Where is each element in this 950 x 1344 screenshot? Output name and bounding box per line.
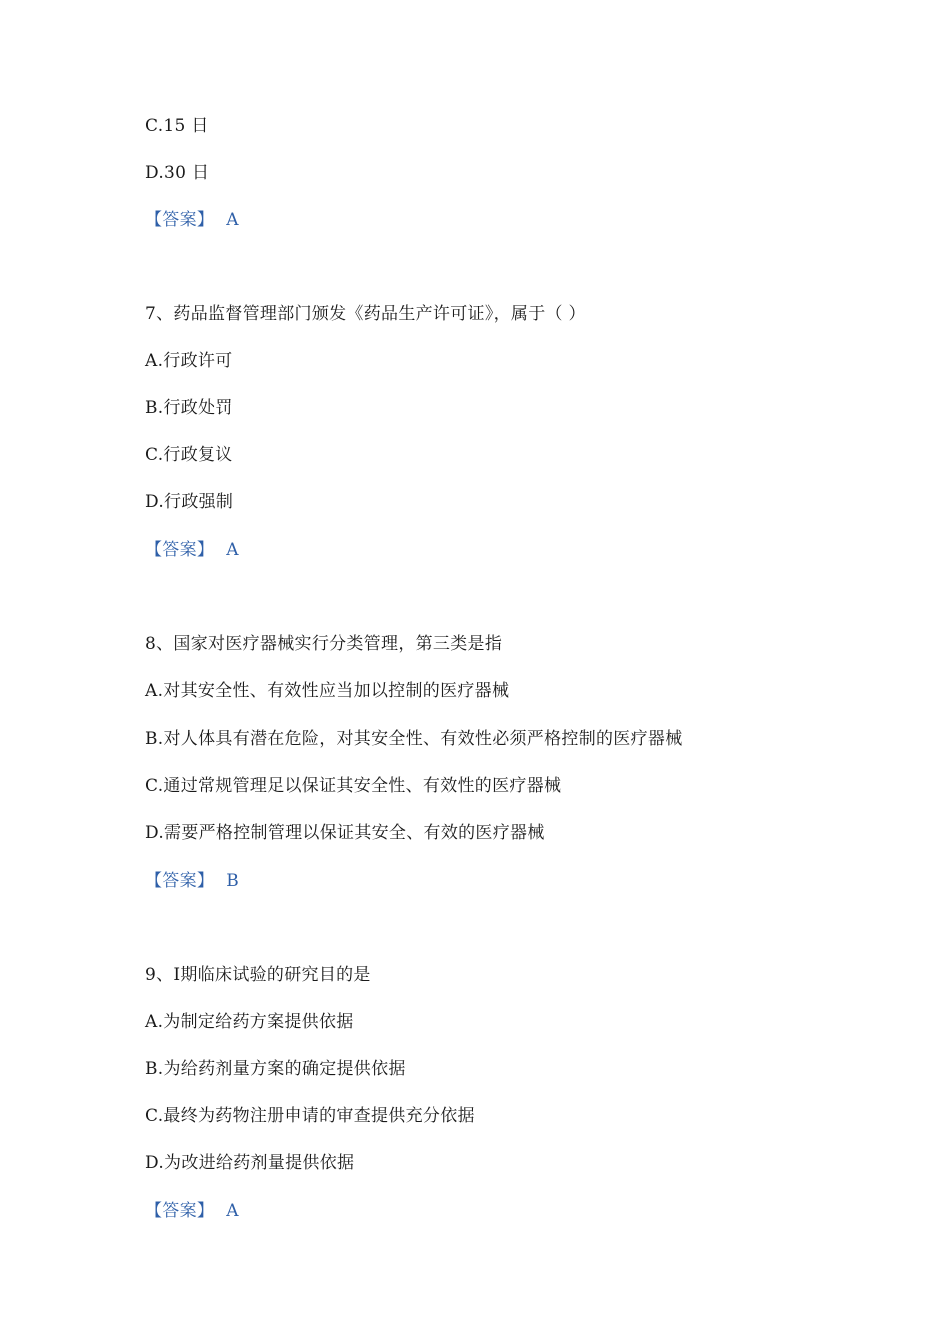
- option-d: D.行政强制: [145, 492, 234, 512]
- answer-line: [145, 870, 239, 892]
- question-stem: 9、Ⅰ期临床试验的研究目的是: [145, 965, 371, 985]
- option-c: C.15 日: [145, 116, 209, 136]
- question-stem: 8、国家对医疗器械实行分类管理，第三类是指: [145, 634, 503, 654]
- answer-value: A: [226, 540, 239, 560]
- answer-label: 【答案】: [145, 1201, 215, 1221]
- answer-line: [145, 1200, 239, 1222]
- answer-value: A: [226, 210, 239, 230]
- option-b: B.为给药剂量方案的确定提供依据: [145, 1059, 406, 1079]
- option-c: C.最终为药物注册申请的审查提供充分依据: [145, 1106, 475, 1126]
- answer-value: A: [226, 1201, 239, 1221]
- option-d: D.为改进给药剂量提供依据: [145, 1153, 355, 1173]
- option-d: D.30 日: [145, 163, 210, 183]
- answer-line: [145, 209, 239, 231]
- answer-value: B: [226, 871, 239, 891]
- option-a: A.行政许可: [145, 351, 233, 371]
- answer-line: [145, 539, 239, 561]
- answer-label: 【答案】: [145, 540, 215, 560]
- answer-label: 【答案】: [145, 210, 215, 230]
- option-c: C.行政复议: [145, 445, 233, 465]
- question-stem: 7、药品监督管理部门颁发《药品生产许可证》，属于（ ）: [145, 304, 586, 324]
- option-a: A.对其安全性、有效性应当加以控制的医疗器械: [145, 681, 510, 701]
- option-a: A.为制定给药方案提供依据: [145, 1012, 354, 1032]
- option-d: D.需要严格控制管理以保证其安全、有效的医疗器械: [145, 823, 545, 843]
- option-b: B.对人体具有潜在危险，对其安全性、有效性必须严格控制的医疗器械: [145, 729, 683, 749]
- answer-label: 【答案】: [145, 871, 215, 891]
- option-c: C.通过常规管理足以保证其安全性、有效性的医疗器械: [145, 776, 562, 796]
- option-b: B.行政处罚: [145, 398, 233, 418]
